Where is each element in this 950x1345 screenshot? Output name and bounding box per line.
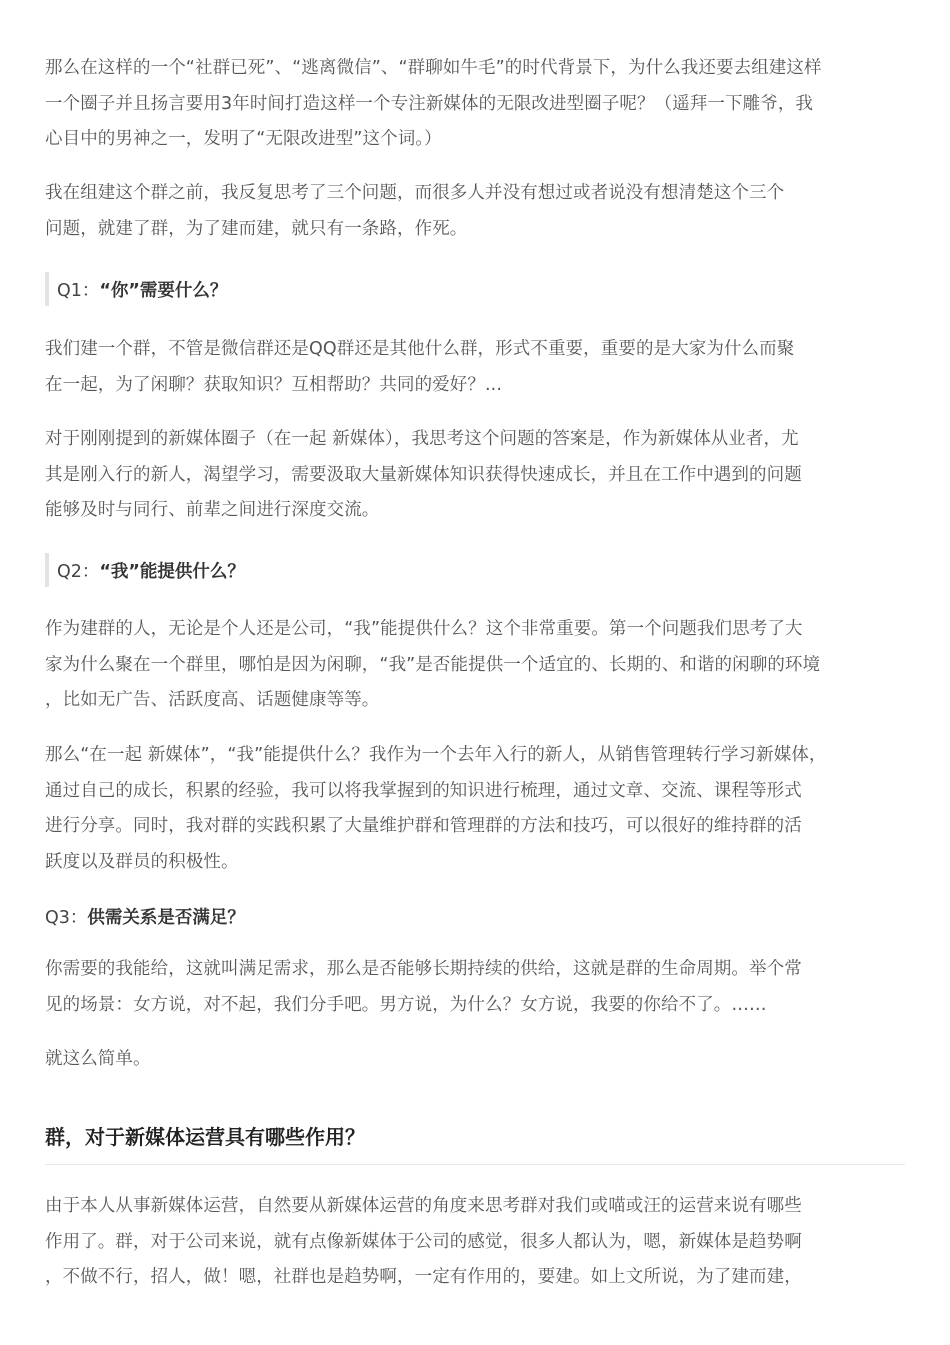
question-q1-text bbox=[57, 277, 227, 302]
paragraph-q1-body-1 bbox=[45, 332, 905, 403]
text-line: 我们建一个群，不管是微信群还是QQ群还是其他什么群，形式不重要，重要的是大家为什么而聚 bbox=[45, 339, 795, 359]
question-q2-text bbox=[57, 558, 245, 583]
question-q2-title: “我”能提供什么？ bbox=[99, 561, 245, 582]
paragraph-q1-body-2 bbox=[45, 422, 905, 529]
text-line: 见的场景：女方说，对不起，我们分手吧。男方说，为什么？女方说，我要的你给不了。…… bbox=[45, 994, 767, 1015]
text-line: 能够及时与同行、前辈之间进行深度交流。 bbox=[45, 500, 380, 520]
text-line: 跃度以及群员的积极性。 bbox=[45, 851, 239, 872]
paragraph-three-questions bbox=[45, 176, 905, 247]
text-line: 那么在这样的一个“社群已死”、“逃离微信”、“群聊如牛毛”的时代背景下，为什么我还要去组建这样 bbox=[45, 58, 822, 78]
question-q1-title: “你”需要什么？ bbox=[99, 280, 228, 301]
paragraph-intro bbox=[45, 51, 905, 158]
paragraph-section-body bbox=[45, 1189, 905, 1296]
question-q2-prefix: Q2： bbox=[57, 561, 100, 582]
question-q1-prefix: Q1： bbox=[57, 280, 100, 301]
text-line: 一个圈子并且扬言要用3年时间打造这样一个专注新媒体的无限改进型圈子呢？（遥拜一下雕爷，我 bbox=[45, 93, 814, 114]
question-q3-prefix: Q3： bbox=[45, 908, 88, 928]
question-q1 bbox=[45, 272, 917, 306]
text-line: 其是刚入行的新人，渴望学习，需要汲取大量新媒体知识获得快速成长，并且在工作中遇到的问题 bbox=[45, 464, 802, 485]
text-line: 进行分享。同时，我对群的实践积累了大量维护群和管理群的方法和技巧，可以很好的维持群的活 bbox=[45, 816, 802, 836]
text-line: 那么“在一起 新媒体”，“我”能提供什么？我作为一个去年入行的新人，从销售管理转行学习新媒体， bbox=[45, 745, 827, 765]
text-line: 通过自己的成长，积累的经验，我可以将我掌握到的知识进行梳理，通过文章、交流、课程等形式 bbox=[45, 780, 802, 801]
paragraph-q3-body bbox=[45, 952, 905, 1023]
text-line: 对于刚刚提到的新媒体圈子（在一起 新媒体），我思考这个问题的答案是，作为新媒体从业者，尤 bbox=[45, 429, 799, 449]
question-q3 bbox=[45, 904, 245, 929]
paragraph-conclusion bbox=[45, 1042, 905, 1078]
question-q2 bbox=[45, 553, 917, 587]
text-line: ，不做不行，招人，做！嗯，社群也是趋势啊，一定有作用的，要建。如上文所说，为了建而建， bbox=[45, 1267, 802, 1287]
text-line: 作用了。群，对于公司来说，就有点像新媒体于公司的感觉，很多人都认为，嗯，新媒体是趋势啊 bbox=[45, 1231, 802, 1252]
text-line: 在一起，为了闲聊？获取知识？互相帮助？共同的爱好？... bbox=[45, 374, 502, 395]
text-line: 作为建群的人，无论是个人还是公司，“我”能提供什么？这个非常重要。第一个问题我们思考了大 bbox=[45, 619, 803, 639]
text-line: 家为什么聚在一个群里，哪怕是因为闲聊，“我”是否能提供一个适宜的、长期的、和谐的闲聊的环境 bbox=[45, 654, 821, 675]
text-line: 问题，就建了群，为了建而建，就只有一条路，作死。 bbox=[45, 218, 468, 239]
text-line: 我在组建这个群之前，我反复思考了三个问题，而很多人并没有想过或者说没有想清楚这个三个 bbox=[45, 183, 785, 203]
text-line: 心目中的男神之一，发明了“无限改进型”这个词。） bbox=[45, 129, 442, 149]
text-line: ，比如无广告、活跃度高、话题健康等等。 bbox=[45, 690, 380, 710]
text-line: 你需要的我能给，这就叫满足需求，那么是否能够长期持续的供给，这就是群的生命周期。举个常 bbox=[45, 959, 802, 979]
paragraph-q2-body-1 bbox=[45, 612, 905, 719]
section-heading: 群，对于新媒体运营具有哪些作用？ bbox=[45, 1121, 905, 1165]
text-line: 由于本人从事新媒体运营，自然要从新媒体运营的角度来思考群对我们或喵或汪的运营来说有哪些 bbox=[45, 1196, 802, 1216]
text-line: 就这么简单。 bbox=[45, 1049, 151, 1069]
question-q3-title: 供需关系是否满足？ bbox=[87, 908, 245, 928]
paragraph-q2-body-2 bbox=[45, 738, 905, 880]
